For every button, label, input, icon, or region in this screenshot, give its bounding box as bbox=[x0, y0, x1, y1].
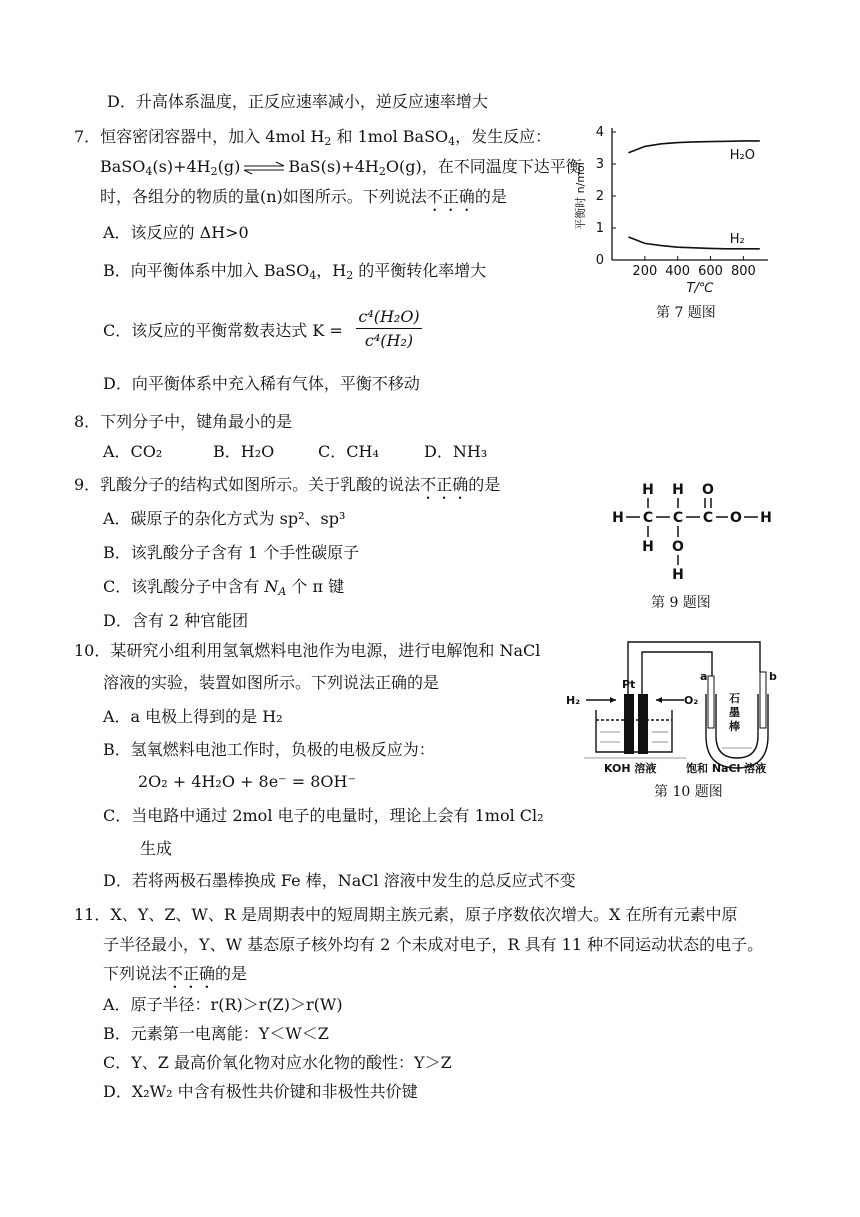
electrolysis-apparatus bbox=[566, 636, 784, 776]
q7-option-c: C．该反应的平衡常数表达式 K = bbox=[103, 321, 343, 340]
x-tick-label: 600 bbox=[698, 264, 723, 279]
fraction-denominator: c⁴(H₂) bbox=[364, 331, 414, 350]
q9-option-d: D．含有 2 种官能团 bbox=[103, 611, 249, 630]
nacl-label: 饱和 NaCl 溶液 bbox=[686, 762, 767, 775]
q7-equation: $BaSO_4(s)+4H_2(g)$ $BaS(s)+4H_2O(g)$，在不同温度下达平衡 bbox=[100, 157, 582, 178]
y-tick-label: 0 bbox=[595, 253, 604, 268]
q7-stem-line1: 7．恒容密闭容器中，加入 4mol $H_2$ 和 1mol BaSO$_4$，发生反应： bbox=[74, 127, 552, 148]
y-tick-label: 2 bbox=[595, 189, 604, 204]
q9-caption: 第 9 题图 bbox=[651, 595, 711, 611]
svg-text:C: C bbox=[702, 510, 714, 526]
svg-text:C: C bbox=[672, 510, 684, 526]
svg-text:C: C bbox=[642, 510, 654, 526]
graphite-label-1: 石 bbox=[729, 692, 740, 705]
x-tick-label: 400 bbox=[665, 264, 691, 279]
svg-text:H: H bbox=[672, 482, 684, 498]
equilibrium-constant-fraction bbox=[356, 307, 422, 350]
q7-stem-line3: 时，各组分的物质的量(n)如图所示。下列说法不正确的是 bbox=[100, 187, 507, 206]
q9-option-c: C．该乳酸分子中含有 $N_A$ 个 π 键 bbox=[103, 577, 345, 598]
q10-stem-line1: 10．某研究小组利用氢氧燃料电池作为电源，进行电解饱和 NaCl bbox=[74, 641, 541, 660]
electrode-b-label: b bbox=[769, 670, 777, 683]
q9-option-b: B．该乳酸分子含有 1 个手性碳原子 bbox=[103, 543, 360, 562]
q9-stem: 9．乳酸分子的结构式如图所示。关于乳酸的说法不正确的是 bbox=[74, 475, 501, 494]
q10-option-d: D．若将两极石墨棒换成 Fe 棒，NaCl 溶液中发生的总反应式不变 bbox=[103, 871, 576, 890]
q10-option-a: A．a 电极上得到的是 H₂ bbox=[103, 707, 283, 726]
svg-text:H: H bbox=[642, 539, 654, 555]
electrode-a-label: a bbox=[700, 670, 708, 683]
q7-chart bbox=[568, 120, 778, 300]
q11-stem-line1: 11．X、Y、Z、W、R 是周期表中的短周期主族元素，原子序数依次增大。X 在所有元素中原 bbox=[74, 905, 738, 924]
q7-option-a: A．该反应的 ΔH>0 bbox=[103, 223, 249, 242]
graphite-label-3: 棒 bbox=[729, 720, 740, 733]
pt-label: Pt bbox=[622, 678, 636, 691]
svg-text:H: H bbox=[612, 510, 624, 526]
q11-option-a: A．原子半径：r(R)＞r(Z)＞r(W) bbox=[103, 995, 343, 1014]
lactic-acid-structure bbox=[606, 476, 781, 586]
svg-text:O: O bbox=[702, 482, 714, 498]
y-axis-label: 平衡时 n/mol bbox=[574, 162, 587, 230]
x-tick-label: 200 bbox=[632, 264, 658, 279]
q8-option-b: B．H₂O bbox=[213, 442, 275, 461]
q11-stem-line3: 下列说法不正确的是 bbox=[103, 964, 248, 983]
x-tick-label: 800 bbox=[730, 264, 756, 279]
q11-option-c: C．Y、Z 最高价氧化物对应水化物的酸性：Y＞Z bbox=[103, 1053, 452, 1072]
q11-option-d: D．X₂W₂ 中含有极性共价键和非极性共价键 bbox=[103, 1082, 418, 1101]
q7-option-b: B．向平衡体系中加入 BaSO$_4$，$H_2$ 的平衡转化率增大 bbox=[103, 261, 487, 282]
q11-stem-line2: 子半径最小，Y、W 基态原子核外均有 2 个未成对电子，R 具有 11 种不同运动状态的电子。 bbox=[103, 935, 764, 954]
q10-option-b-equation: 2O₂ + 4H₂O + 8e⁻ = 8OH⁻ bbox=[138, 772, 356, 791]
svg-text:H: H bbox=[672, 567, 684, 583]
q6-option-d: D．升高体系温度，正反应速率减小，逆反应速率增大 bbox=[107, 92, 488, 111]
q10-option-c-line1: C．当电路中通过 2mol 电子的电量时，理论上会有 1mol Cl₂ bbox=[103, 806, 544, 825]
q10-option-b: B．氢氧燃料电池工作时，负极的电极反应为： bbox=[103, 740, 435, 759]
fraction-numerator: c⁴(H₂O) bbox=[358, 307, 420, 326]
svg-text:H: H bbox=[760, 510, 772, 526]
series-label: H₂O bbox=[729, 147, 756, 163]
koh-label: KOH 溶液 bbox=[604, 762, 657, 775]
q8-stem: 8．下列分子中，键角最小的是 bbox=[74, 412, 293, 431]
graphite-label-2: 墨 bbox=[729, 706, 740, 719]
q9-option-a: A．碳原子的杂化方式为 sp²、sp³ bbox=[103, 509, 346, 528]
q10-stem-line2: 溶液的实验，装置如图所示。下列说法正确的是 bbox=[103, 673, 440, 692]
svg-text:O: O bbox=[730, 510, 742, 526]
equilibrium-arrow-icon bbox=[242, 161, 286, 175]
q10-caption: 第 10 题图 bbox=[654, 784, 723, 800]
y-tick-label: 3 bbox=[595, 157, 604, 172]
y-tick-label: 4 bbox=[595, 125, 604, 140]
series-label: H₂ bbox=[729, 231, 745, 247]
x-axis-label: T/℃ bbox=[686, 281, 714, 296]
o2-label: O₂ bbox=[684, 694, 699, 707]
q8-option-c: C．CH₄ bbox=[318, 442, 379, 461]
q7-caption: 第 7 题图 bbox=[656, 305, 716, 321]
svg-text:O: O bbox=[672, 539, 684, 555]
y-tick-label: 1 bbox=[595, 221, 604, 236]
q8-option-a: A．CO₂ bbox=[103, 442, 163, 461]
q8-option-d: D．NH₃ bbox=[424, 442, 488, 461]
svg-text:H: H bbox=[642, 482, 654, 498]
q11-option-b: B．元素第一电离能：Y＜W＜Z bbox=[103, 1024, 329, 1043]
q7-option-d: D．向平衡体系中充入稀有气体，平衡不移动 bbox=[103, 374, 420, 393]
h2-label: H₂ bbox=[566, 694, 581, 707]
q10-option-c-line2: 生成 bbox=[140, 839, 173, 858]
